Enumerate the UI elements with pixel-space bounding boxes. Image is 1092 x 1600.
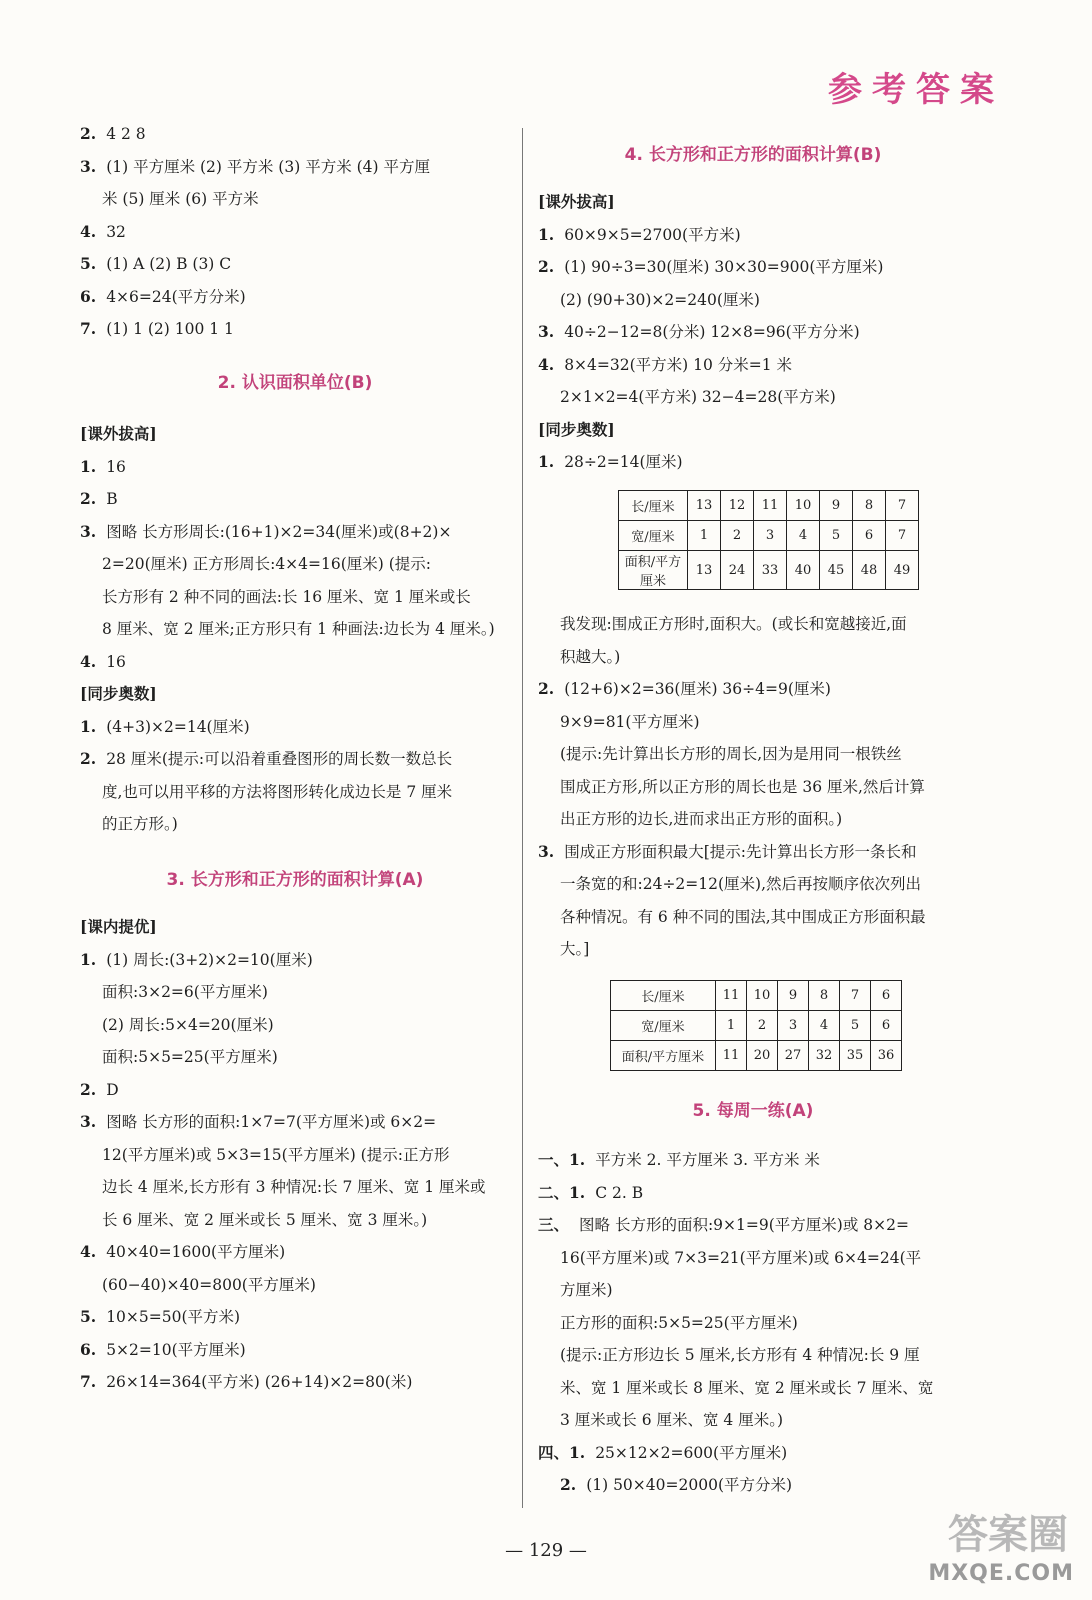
- subsection-label: [同步奥数]: [538, 419, 615, 439]
- row-header: 面积/平方厘米: [619, 551, 688, 590]
- answer-table: [610, 980, 902, 1071]
- answer-line: [538, 355, 792, 375]
- table-cell: 40: [787, 551, 820, 590]
- answer-line: [80, 717, 250, 737]
- answer-line: [560, 874, 921, 894]
- answer-line: [102, 814, 178, 834]
- item-text: (提示:先计算出长方形的周长,因为是用同一根铁丝: [560, 745, 902, 763]
- item-text: 面积:5×5=25(平方厘米): [102, 1048, 278, 1066]
- item-text: (2) (90+30)×2=240(厘米): [560, 290, 760, 309]
- answer-line: [102, 619, 495, 639]
- table-cell: 13: [688, 491, 721, 521]
- item-number: 5.: [80, 1307, 97, 1326]
- answer-line: [560, 647, 620, 667]
- answer-line: [80, 1112, 436, 1132]
- answer-line: [538, 1150, 820, 1170]
- item-text: 26×14=364(平方米) (26+14)×2=80(米): [106, 1373, 413, 1391]
- table-cell: 20: [747, 1041, 778, 1071]
- item-text: 围成正方形面积最大[提示:先计算出长方形一条长和: [564, 842, 917, 861]
- item-text: 的正方形。): [102, 815, 178, 833]
- table-cell: 36: [871, 1041, 902, 1071]
- subsection-label: [课外拔高]: [80, 424, 157, 443]
- answer-table: [618, 490, 919, 590]
- answer-line: [102, 554, 431, 574]
- item-text: C 2. B: [595, 1183, 644, 1202]
- answer-line: [80, 222, 126, 242]
- answer-line: [102, 982, 268, 1002]
- item-number: 3.: [80, 156, 97, 176]
- page-header-title: 参考答案: [828, 70, 1004, 110]
- section-title: 4. 长方形和正方形的面积计算(B): [624, 145, 882, 165]
- table-row: [619, 491, 919, 521]
- page-number: — 129 —: [505, 1540, 587, 1561]
- item-text: 25×12×2=600(平方厘米): [595, 1443, 788, 1462]
- section-title: 2. 认识面积单位(B): [217, 373, 373, 393]
- answer-line: [80, 319, 234, 339]
- item-text: 40÷2−12=8(分米) 12×8=96(平方分米): [564, 323, 860, 341]
- item-text: 各种情况。有 6 种不同的围法,其中围成正方形面积最: [560, 907, 926, 926]
- item-text: (4+3)×2=14(厘米): [106, 717, 250, 736]
- table-cell: 45: [820, 551, 853, 590]
- answer-line: [102, 1210, 427, 1230]
- item-text: 40×40=1600(平方厘米): [106, 1243, 286, 1261]
- answer-line: [538, 452, 683, 472]
- table-cell: 48: [853, 551, 886, 590]
- item-text: 边长 4 厘米,长方形有 3 种情况:长 7 厘米、宽 1 厘米或: [102, 1178, 486, 1196]
- column-divider: [522, 128, 523, 1508]
- answer-line: [80, 489, 118, 509]
- row-header: 宽/厘米: [619, 521, 688, 551]
- answer-line: [102, 782, 452, 802]
- table-cell: 4: [809, 1011, 840, 1041]
- item-number: 一、1.: [538, 1150, 586, 1169]
- item-text: 12(平方厘米)或 5×3=15(平方厘米) (提示:正方形: [102, 1145, 450, 1164]
- answer-line: [560, 907, 926, 927]
- table-cell: 6: [871, 981, 902, 1011]
- item-number: 四、1.: [538, 1442, 586, 1462]
- item-text: 28 厘米(提示:可以沿着重叠图形的周长数一数总长: [106, 750, 453, 768]
- table-cell: 24: [721, 551, 754, 590]
- item-number: 1.: [80, 456, 97, 476]
- item-text: 4 2 8: [106, 125, 146, 143]
- item-number: 2.: [80, 489, 97, 508]
- answer-line: [560, 1280, 613, 1300]
- item-text: 方厘米): [560, 1281, 613, 1299]
- table-cell: 9: [778, 981, 809, 1011]
- item-number: 2.: [80, 1079, 97, 1099]
- item-text: 一条宽的和:24÷2=12(厘米),然后再按顺序依次列出: [560, 875, 922, 893]
- item-text: (1) 1 (2) 100 1 1: [106, 320, 234, 338]
- item-number: 3.: [538, 841, 555, 861]
- item-text: (60−40)×40=800(平方厘米): [102, 1275, 316, 1294]
- item-text: D: [106, 1080, 119, 1099]
- answer-line: [538, 257, 883, 277]
- answer-line: [560, 1248, 921, 1268]
- answer-line: [560, 1345, 920, 1365]
- table-cell: 7: [886, 521, 919, 551]
- answer-line: [80, 157, 430, 177]
- item-text: 2×1×2=4(平方米) 32−4=28(平方米): [560, 388, 836, 406]
- item-text: 28÷2=14(厘米): [564, 453, 683, 471]
- item-number: 3.: [80, 1112, 97, 1131]
- item-text: 9×9=81(平方厘米): [560, 712, 700, 731]
- item-text: 8×4=32(平方米) 10 分米=1 米: [564, 355, 793, 374]
- answer-line: [560, 1313, 798, 1333]
- item-number: 4.: [80, 221, 97, 241]
- answer-line: [560, 1475, 792, 1495]
- item-text: (12+6)×2=36(厘米) 36÷4=9(厘米): [564, 680, 831, 698]
- item-number: 7.: [80, 319, 97, 338]
- table-cell: 1: [716, 1011, 747, 1041]
- answer-line: [560, 1410, 783, 1430]
- table-cell: 33: [754, 551, 787, 590]
- answer-line: [560, 614, 907, 634]
- table-cell: 3: [778, 1011, 809, 1041]
- answer-line: [80, 652, 126, 672]
- table-cell: 2: [721, 521, 754, 551]
- answer-line: [80, 1372, 412, 1392]
- item-text: 图略 长方形的面积:9×1=9(平方厘米)或 8×2=: [579, 1216, 909, 1234]
- item-number: 3.: [80, 521, 97, 541]
- item-number: 三、: [538, 1215, 570, 1234]
- table-cell: 35: [840, 1041, 871, 1071]
- item-number: 2.: [538, 679, 555, 698]
- item-number: 6.: [80, 1339, 97, 1359]
- table-cell: 8: [809, 981, 840, 1011]
- table-cell: 9: [820, 491, 853, 521]
- item-text: 出正方形的边长,进而求出正方形的面积。): [560, 810, 843, 828]
- table-row: [619, 551, 919, 590]
- table-cell: 13: [688, 551, 721, 590]
- item-text: 图略 长方形周长:(16+1)×2=34(厘米)或(8+2)×: [106, 522, 452, 541]
- item-number: 2.: [538, 257, 555, 276]
- item-number: 1.: [80, 716, 97, 736]
- table-cell: 10: [787, 491, 820, 521]
- answer-line: [80, 749, 452, 769]
- item-number: 4.: [80, 1242, 97, 1261]
- answer-line: [102, 1015, 274, 1035]
- item-text: 长方形有 2 种不同的画法:长 16 厘米、宽 1 厘米或长: [102, 587, 471, 606]
- item-text: 平方米 2. 平方厘米 3. 平方米 米: [595, 1151, 820, 1169]
- table-row: [611, 981, 902, 1011]
- answer-line: [80, 457, 126, 477]
- answer-line: [560, 387, 836, 407]
- answer-line: [102, 1177, 486, 1197]
- item-text: 8 厘米、宽 2 厘米;正方形只有 1 种画法:边长为 4 厘米。): [102, 620, 495, 638]
- row-header: 长/厘米: [611, 981, 716, 1011]
- table-cell: 2: [747, 1011, 778, 1041]
- answer-line: [102, 1047, 278, 1067]
- table-cell: 32: [809, 1041, 840, 1071]
- answer-line: [538, 225, 741, 245]
- answer-line: [560, 809, 842, 829]
- answer-line: [102, 1275, 316, 1295]
- answer-line: [560, 290, 760, 310]
- subsection-label: [课内提优]: [80, 917, 157, 936]
- table-cell: 8: [853, 491, 886, 521]
- item-text: 度,也可以用平移的方法将图形转化成边长是 7 厘米: [102, 782, 453, 801]
- answer-line: [560, 744, 902, 764]
- item-number: 2.: [80, 124, 97, 143]
- table-cell: 10: [747, 981, 778, 1011]
- item-text: (1) 90÷3=30(厘米) 30×30=900(平方厘米): [564, 258, 884, 276]
- answer-line: [560, 939, 589, 959]
- watermark-url: MXQE.COM: [928, 1561, 1074, 1586]
- answer-line: [102, 1145, 449, 1165]
- row-header: 面积/平方厘米: [611, 1041, 716, 1071]
- subsection-label: [同步奥数]: [80, 684, 157, 703]
- item-number: 1.: [538, 224, 555, 244]
- answer-line: [538, 1183, 643, 1203]
- answer-line: [80, 287, 246, 307]
- item-text: 积越大。): [560, 647, 621, 666]
- item-text: 图略 长方形的面积:1×7=7(平方厘米)或 6×2=: [106, 1113, 437, 1131]
- item-number: 4.: [538, 354, 555, 374]
- table-cell: 11: [716, 981, 747, 1011]
- item-text: 10×5=50(平方米): [106, 1308, 241, 1326]
- item-number: 二、1.: [538, 1182, 586, 1202]
- table-cell: 1: [688, 521, 721, 551]
- item-text: 米、宽 1 厘米或长 8 厘米、宽 2 厘米或长 7 厘米、宽: [560, 1378, 934, 1397]
- item-text: (1) A (2) B (3) C: [106, 255, 232, 273]
- table-cell: 12: [721, 491, 754, 521]
- section-title: 5. 每周一练(A): [692, 1101, 814, 1121]
- item-number: 1.: [80, 949, 97, 969]
- table-cell: 4: [787, 521, 820, 551]
- item-text: B: [106, 490, 118, 508]
- item-number: 2.: [80, 749, 97, 768]
- answer-line: [80, 950, 313, 970]
- item-number: 1.: [538, 452, 555, 471]
- item-text: 60×9×5=2700(平方米): [564, 225, 741, 244]
- item-text: 16: [106, 457, 126, 476]
- table-cell: 7: [840, 981, 871, 1011]
- item-text: 米 (5) 厘米 (6) 平方米: [102, 190, 259, 208]
- item-text: (2) 周长:5×4=20(厘米): [102, 1015, 274, 1034]
- item-text: 16(平方厘米)或 7×3=21(平方厘米)或 6×4=24(平: [560, 1248, 922, 1267]
- answer-line: [80, 124, 146, 144]
- item-text: 2=20(厘米) 正方形周长:4×4=16(厘米) (提示:: [102, 555, 432, 573]
- item-number: 4.: [80, 651, 97, 671]
- table-cell: 11: [716, 1041, 747, 1071]
- answer-line: [538, 842, 916, 862]
- item-text: 16: [106, 652, 126, 671]
- answer-line: [80, 1242, 285, 1262]
- item-text: 长 6 厘米、宽 2 厘米或长 5 厘米、宽 3 厘米。): [102, 1210, 428, 1229]
- item-number: 2.: [560, 1475, 577, 1494]
- table-cell: 5: [840, 1011, 871, 1041]
- answer-line: [538, 1215, 909, 1235]
- table-cell: 3: [754, 521, 787, 551]
- subsection-label: [课外拔高]: [538, 192, 615, 211]
- table-cell: 27: [778, 1041, 809, 1071]
- item-text: (1) 平方厘米 (2) 平方米 (3) 平方米 (4) 平方厘: [106, 157, 431, 176]
- item-text: 面积:3×2=6(平方厘米): [102, 983, 268, 1001]
- item-text: (1) 周长:(3+2)×2=10(厘米): [106, 950, 313, 969]
- answer-line: [102, 587, 471, 607]
- table-cell: 7: [886, 491, 919, 521]
- answer-line: [80, 254, 231, 274]
- table-row: [611, 1041, 902, 1071]
- item-text: (1) 50×40=2000(平方分米): [586, 1476, 793, 1494]
- table-cell: 6: [871, 1011, 902, 1041]
- item-number: 7.: [80, 1372, 97, 1391]
- table-cell: 49: [886, 551, 919, 590]
- answer-line: [538, 679, 831, 699]
- answer-line: [80, 1080, 119, 1100]
- table-cell: 6: [853, 521, 886, 551]
- item-text: 围成正方形,所以正方形的周长也是 36 厘米,然后计算: [560, 777, 925, 796]
- watermark-logo: 答案圈: [948, 1512, 1068, 1558]
- answer-line: [80, 1340, 246, 1360]
- item-number: 6.: [80, 286, 97, 306]
- section-title: 3. 长方形和正方形的面积计算(A): [166, 870, 424, 890]
- item-text: 我发现:围成正方形时,面积大。(或长和宽越接近,面: [560, 615, 907, 633]
- item-number: 3.: [538, 322, 555, 341]
- row-header: 长/厘米: [619, 491, 688, 521]
- answer-line: [102, 189, 259, 209]
- answer-line: [538, 322, 860, 342]
- item-text: 32: [106, 222, 126, 241]
- item-text: 正方形的面积:5×5=25(平方厘米): [560, 1313, 798, 1332]
- answer-line: [80, 1307, 240, 1327]
- item-text: 5×2=10(平方厘米): [106, 1340, 246, 1359]
- item-text: 大。]: [560, 940, 590, 958]
- table-cell: 5: [820, 521, 853, 551]
- row-header: 宽/厘米: [611, 1011, 716, 1041]
- table-row: [611, 1011, 902, 1041]
- item-number: 5.: [80, 254, 97, 273]
- answer-line: [80, 522, 451, 542]
- table-row: [619, 521, 919, 551]
- answer-line: [560, 1378, 933, 1398]
- answer-line: [560, 712, 700, 732]
- item-text: 4×6=24(平方分米): [106, 287, 246, 306]
- table-cell: 11: [754, 491, 787, 521]
- item-text: (提示:正方形边长 5 厘米,长方形有 4 种情况:长 9 厘: [560, 1346, 920, 1364]
- answer-line: [560, 777, 925, 797]
- item-text: 3 厘米或长 6 厘米、宽 4 厘米。): [560, 1411, 784, 1429]
- answer-line: [538, 1443, 787, 1463]
